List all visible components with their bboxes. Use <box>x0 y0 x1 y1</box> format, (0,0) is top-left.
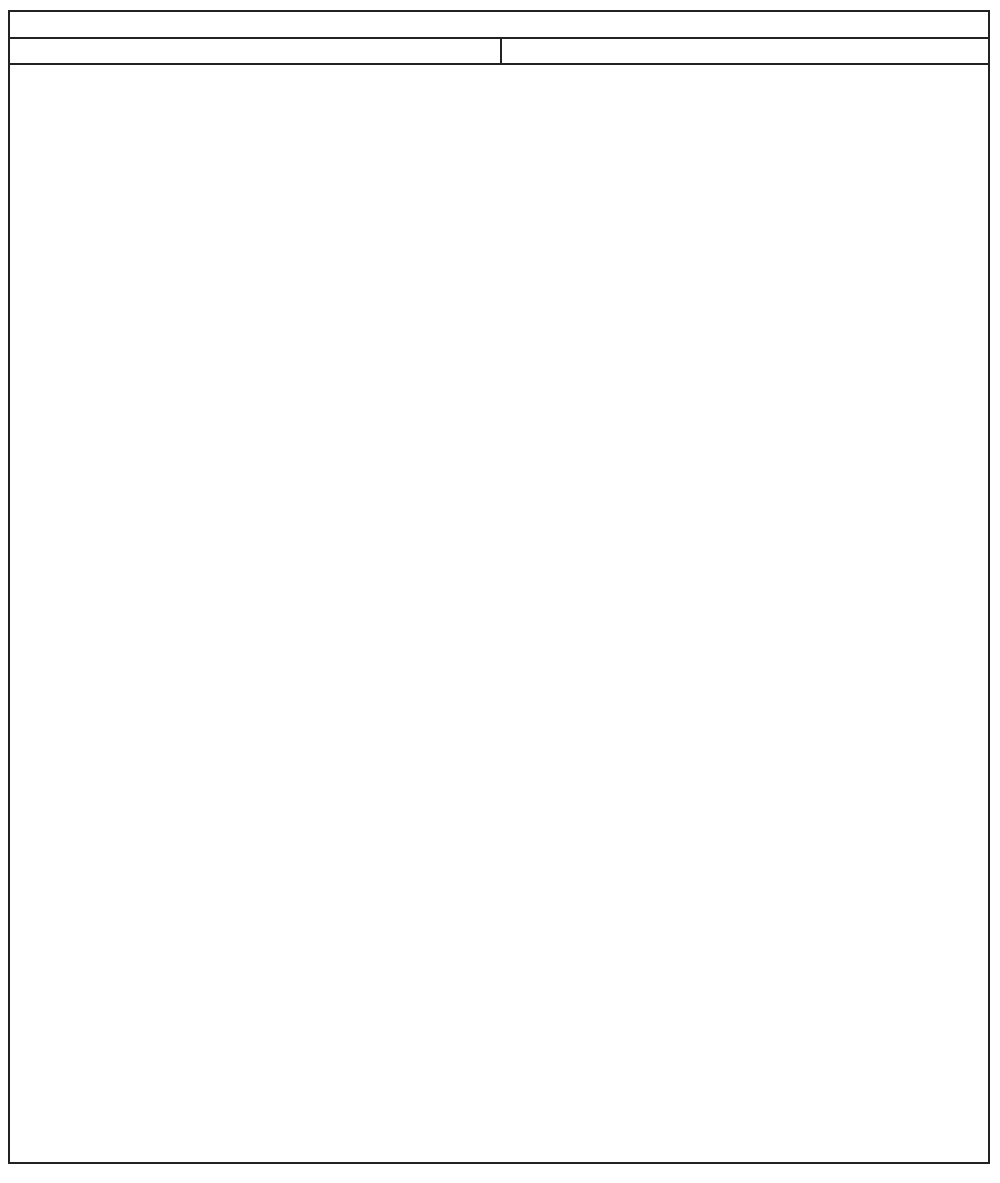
legend-footer <box>10 12 988 36</box>
column-header-row <box>10 39 988 65</box>
drive-components-table <box>8 10 990 1164</box>
